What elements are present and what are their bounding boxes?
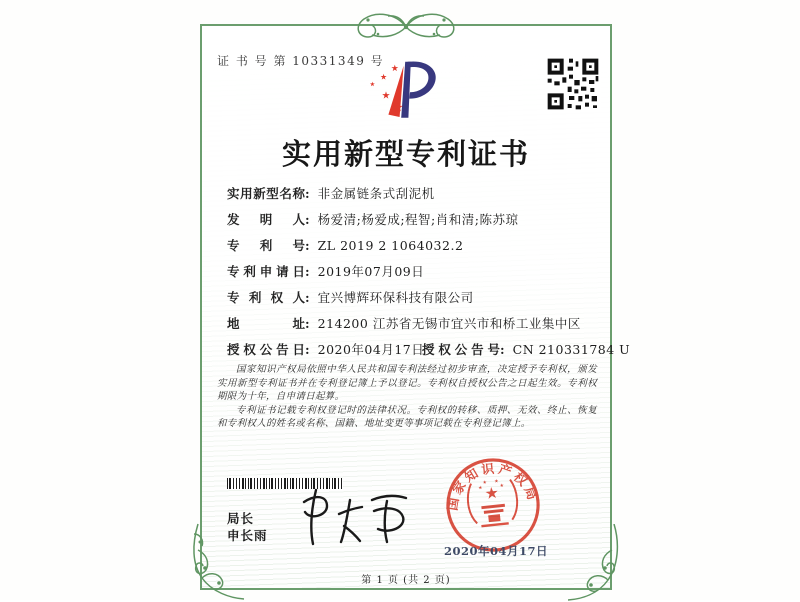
field-colon: : (305, 186, 310, 201)
field-row-patent-number (227, 233, 597, 259)
field-colon: : (305, 212, 310, 227)
field-label: 专 利 申 请 日 (227, 264, 305, 279)
field-row-name (227, 181, 597, 207)
field-row-inventors (227, 207, 597, 233)
field-value: 非金属链条式刮泥机 (317, 186, 435, 201)
field-label: 专 利 权 人 (227, 290, 305, 305)
field-value: 宜兴博辉环保科技有限公司 (317, 290, 474, 305)
signer-title: 局长 (227, 512, 255, 526)
svg-text:国家知识产权局 (441, 456, 541, 513)
field-colon: : (305, 264, 310, 279)
field-value: CN 210331784 U (512, 342, 631, 357)
field-value: 214200 江苏省无锡市宜兴市和桥工业集中区 (317, 316, 581, 331)
seal-text: 国家知识产权局 (445, 461, 541, 512)
field-row-patentee (227, 285, 597, 311)
legal-paragraph: 专利证书记载专利权登记时的法律状况。专利权的转移、质押、无效、终止、恢复和专利权人的姓名或名称、国籍、地址变更等事项记载在专利登记簿上。 (217, 404, 597, 429)
signer-name: 申长雨 (227, 529, 268, 543)
field-label: 专 利 号 (227, 238, 305, 253)
seal-date: 2020年04月17日 (444, 544, 549, 558)
field-colon: : (305, 290, 310, 305)
field-value: 2020年04月17日 (317, 342, 425, 357)
top-garland-ornament (326, 6, 486, 48)
field-list (227, 181, 631, 363)
page-number: 第 1 页 (共 2 页) (361, 575, 451, 586)
legal-text-block (217, 363, 597, 431)
field-row-address (227, 311, 597, 337)
field-value: 杨爱清;杨爱成;程智;肖和清;陈苏琼 (317, 212, 519, 227)
field-label: 地 址 (227, 316, 305, 331)
legal-paragraph: 国家知识产权局依照中华人民共和国专利法经过初步审查，决定授予专利权，颁发实用新型专利证书并在专利登记簿上予以登记。专利权自授权公告之日起生效。专利权期限为十年，自申请日起算。 (217, 364, 597, 402)
field-value: 2019年07月09日 (317, 264, 425, 279)
field-colon: : (305, 316, 310, 331)
field-colon: : (500, 342, 505, 357)
field-label: 授 权 公 告 日 (227, 342, 305, 357)
bottom-right-vine-ornament (568, 524, 622, 602)
signature-handwriting (294, 484, 419, 548)
cnipa-logo-icon (362, 55, 450, 127)
signer-block (227, 511, 268, 545)
field-label: 发 明 人 (227, 212, 305, 227)
qr-code-icon (545, 56, 601, 112)
field-colon: : (305, 342, 310, 357)
certificate-title: 实用新型专利证书 (281, 137, 530, 171)
field-label: 授 权 公 告 号 (422, 342, 500, 357)
certificate-number: 证 书 号 第 10331349 号 (217, 54, 385, 68)
field-row-application-date (227, 259, 597, 285)
certificate-frame (200, 24, 631, 590)
field-value: ZL 2019 2 1064032.2 (317, 238, 464, 253)
field-colon: : (305, 238, 310, 253)
field-row-grant (227, 337, 631, 363)
field-label: 实 用 新 型 名 称 (227, 186, 305, 201)
field-grant-number (422, 337, 630, 363)
